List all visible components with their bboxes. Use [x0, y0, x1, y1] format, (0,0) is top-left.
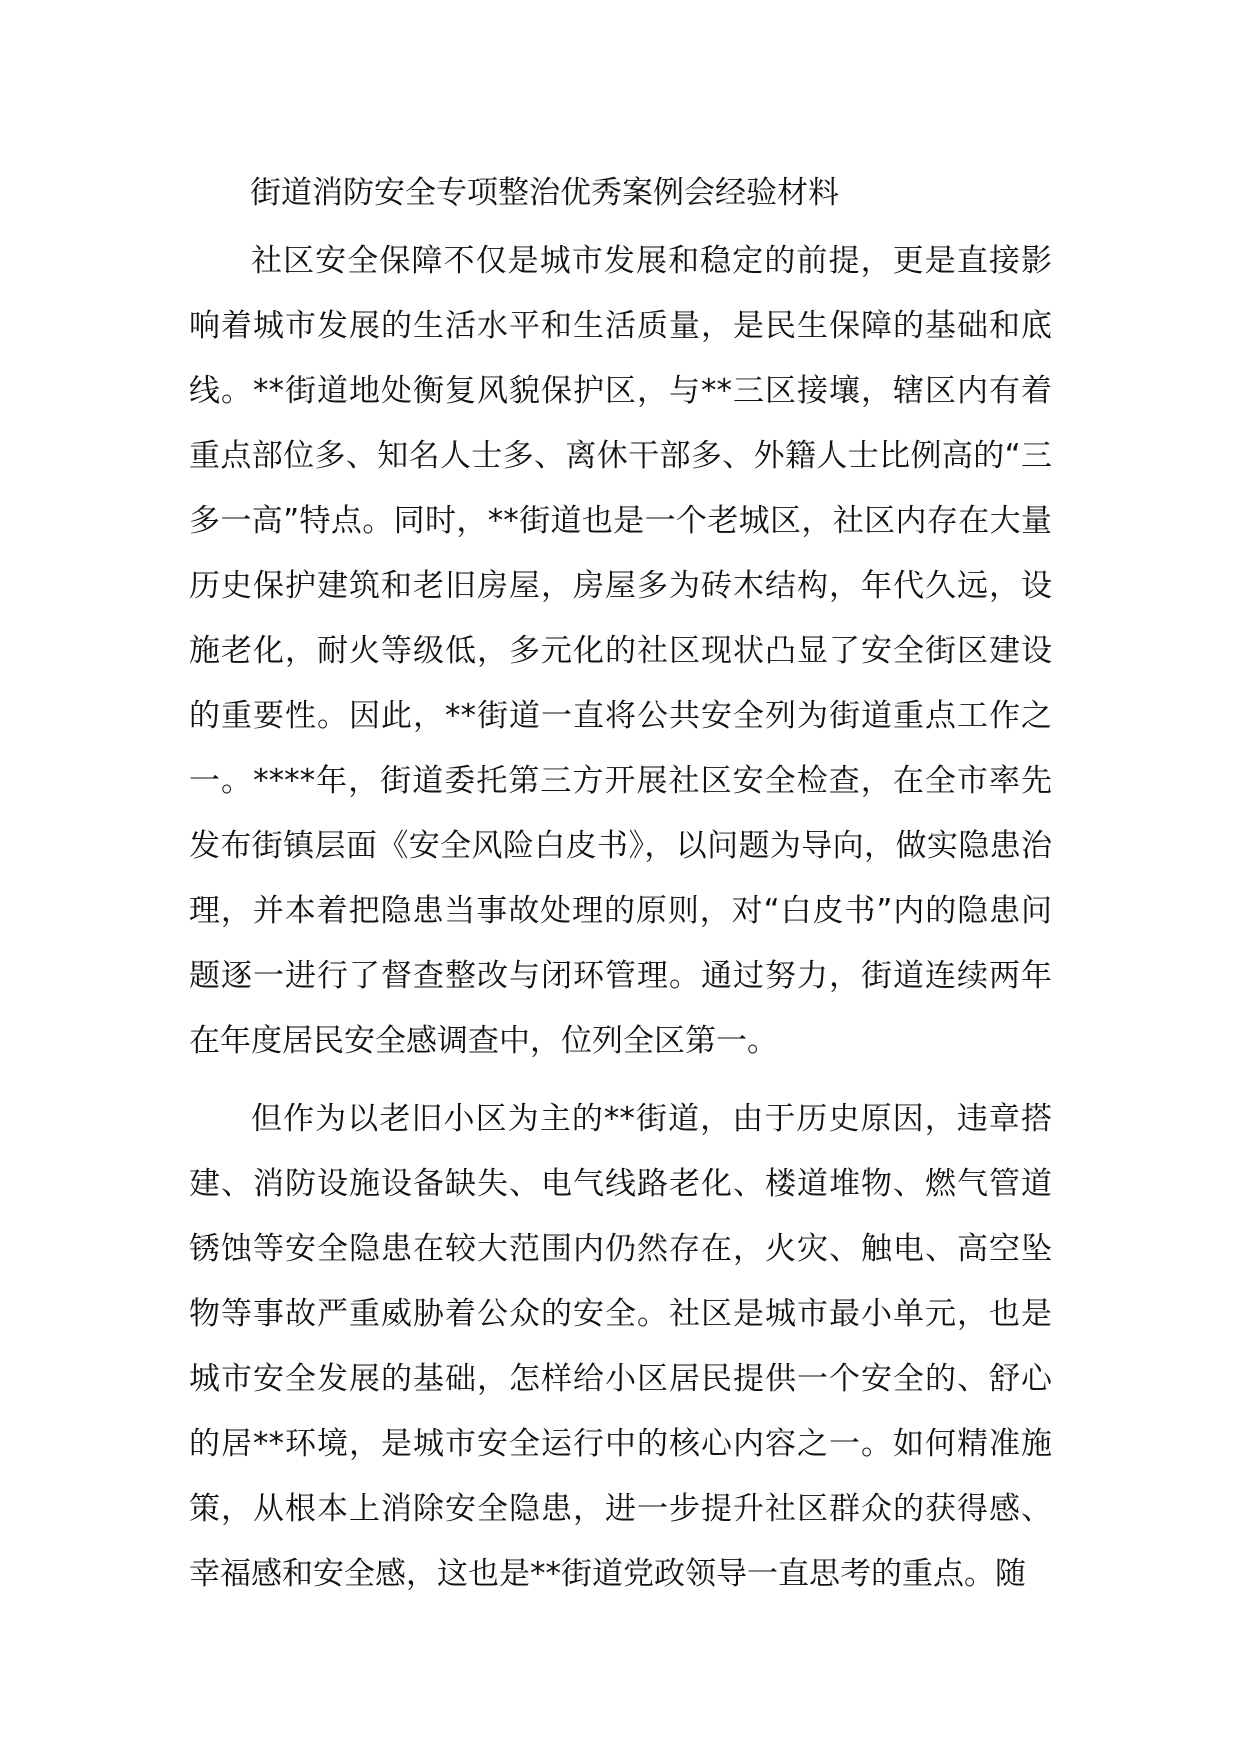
document-title: 街道消防安全专项整治优秀案例会经验材料: [250, 175, 839, 211]
body-paragraph-2: 但作为以老旧小区为主的**街道，由于历史原因，违章搭建、消防设施设备缺失、电气线路老化、楼道堆物、燃气管道锈蚀等安全隐患在较大范围内仍然存在，火灾、触电、高空坠物等事故严重威胁着公众的安全。社区是城市最小单元，也是城市安全发展的基础，怎样给小区居民提供一个安全的、舒心的居**环境，是城市安全运行中的核心内容之一。如何精准施策，从根本上消除安全隐患，进一步提升社区群众的获得感、幸福感和安全感，这也是**街道党政领导一直思考的重点。随: [189, 1101, 1052, 1592]
body-paragraph-1: 社区安全保障不仅是城市发展和稳定的前提，更是直接影响着城市发展的生活水平和生活质量，是民生保障的基础和底线。**街道地处衡复风貌保护区，与**三区接壤，辖区内有着重点部位多、知名人士多、离休干部多、外籍人士比例高的“三多一高”特点。同时，**街道也是一个老城区，社区内存在大量历史保护建筑和老旧房屋，房屋多为砖木结构，年代久远，设施老化，耐火等级低，多元化的社区现状凸显了安全街区建设的重要性。因此，**街道一直将公共安全列为街道重点工作之一。****年，街道委托第三方开展社区安全检查，在全市率先发布街镇层面《安全风险白皮书》，以问题为导向，做实隐患治理，并本着把隐患当事故处理的原则，对“白皮书”内的隐患问题逐一进行了督查整改与闭环管理。通过努力，街道连续两年在年度居民安全感调查中，位列全区第一。: [189, 243, 1052, 1059]
